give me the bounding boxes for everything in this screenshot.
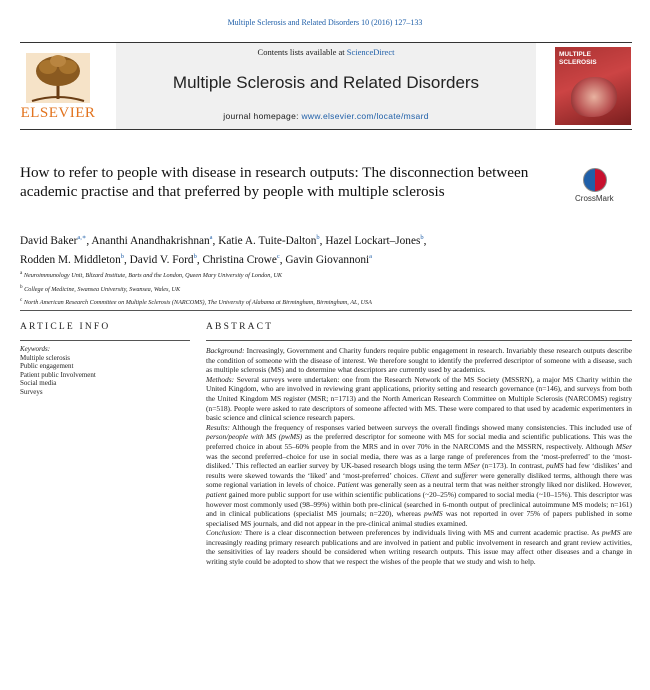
keyword: Patient public Involvement (20, 370, 96, 379)
author[interactable]: Christina Crowe$^c$, (202, 252, 286, 266)
cover-illustration (571, 77, 617, 117)
author-affiliation-marker[interactable]: a (369, 252, 373, 260)
article-info-heading: ARTICLE INFO (20, 322, 111, 332)
author-affiliation-marker[interactable]: c (276, 252, 280, 260)
crossmark-label: CrossMark (575, 194, 614, 203)
cover-title-line-1: MULTIPLE (559, 51, 592, 58)
keyword: Social media (20, 379, 57, 387)
author[interactable]: Gavin Giovannoni$^a$ (285, 252, 373, 266)
elsevier-tree-icon (20, 49, 96, 105)
keyword: Multiple sclerosis (20, 353, 70, 362)
journal-info-panel (116, 43, 536, 129)
keywords-block (20, 345, 190, 396)
author[interactable]: Ananthi Anandhakrishnan$^a$, (91, 234, 219, 247)
journal-title: Multiple Sclerosis and Related Disorders (172, 73, 480, 92)
contents-prefix: Contents lists available at (257, 47, 345, 57)
homepage-line (116, 111, 536, 121)
author-list (20, 230, 620, 268)
journal-cover-image[interactable] (555, 47, 631, 125)
homepage-link[interactable]: www.elsevier.com/locate/msard (301, 111, 429, 121)
keyword: Public engagement (20, 362, 74, 370)
author[interactable]: David V. Ford$^b$, (129, 252, 203, 266)
author-affiliation-marker[interactable]: b (193, 252, 197, 260)
author-affiliation-marker[interactable]: b (316, 234, 320, 241)
abstract-heading: ABSTRACT (206, 322, 274, 332)
abstract-methods: Methods: Several surveys were undertaken: one from the Research Network of the MS Society (MSSRN), a major MS Charity within the United Kingdom, who are involved in reviewing grant applications, priority setting and research governance (n=146), and surveys from both the United Kingdom MS register (MSR; n=1713) and the North American Research Committee on Multiple Sclerosis (NARCOMS) registry (n=518). People were asked to rate descriptors of someone affected with MS. These were compared to that used by academic experimenters in basic science and clinical science research papers. (206, 374, 632, 423)
author[interactable]: Hazel Lockart–Jones$^b$, (325, 234, 427, 247)
homepage-prefix: journal homepage: (223, 111, 299, 121)
author-affiliation-marker[interactable]: b (420, 234, 424, 241)
abstract-divider (206, 340, 632, 341)
author[interactable]: Rodden M. Middleton$^b$, (20, 252, 130, 266)
section-divider (20, 310, 632, 311)
author-affiliation-marker[interactable]: b (120, 252, 124, 260)
journal-header (20, 42, 632, 130)
author-affiliation-marker[interactable]: a,∗ (77, 234, 87, 241)
publisher-name: ELSEVIER (20, 105, 96, 121)
affiliation-list (20, 268, 620, 309)
author-affiliation-marker[interactable]: a (209, 234, 213, 241)
contents-line (116, 47, 536, 57)
keyword: Surveys (20, 387, 43, 396)
journal-reference[interactable]: Multiple Sclerosis and Related Disorders 10 (2016) 127–133 (227, 18, 423, 27)
keywords-label: Keywords: (20, 345, 51, 353)
abstract-conclusion: Conclusion: There is a clear disconnection between preferences by individuals living with MS and current academic practise. As pwMS are increasingly reading primary research publications and are involved in patient and public involvement in research and grant review activities, the sensitivities of lay readers should be considered when writing research outputs. This issue may affect other diseases and a change in writing style could be adopted to show that we respect the wishes of the people that we study and wish to help. (206, 528, 632, 567)
author[interactable]: Katie A. Tuite-Dalton$^b$, (218, 234, 326, 247)
cover-title (559, 51, 597, 66)
affiliation: $^c$ North American Research Committee on Multiple Sclerosis (NARCOMS), The University of Alabama at Birmingham, Birmingham, AL, USA (20, 297, 372, 307)
crossmark-badge[interactable] (575, 168, 635, 203)
cover-title-line-2: SCLEROSIS (559, 58, 597, 66)
affiliation: $^a$ Neuroimmunology Unit, Blizard Institute, Barts and the London, Queen Mary University of London, UK (20, 270, 283, 280)
affiliation: $^b$ College of Medicine, Swansea University, Swansea, Wales, UK (20, 283, 181, 293)
crossmark-icon (583, 168, 607, 192)
elsevier-logo[interactable] (20, 49, 96, 123)
author[interactable]: David Baker$^{a,∗}$, (20, 234, 92, 247)
abstract-results: Results: Although the frequency of responses varied between surveys the overall findings showed many consistencies. This included use of person/people with MS (pwMS) as the preferred descriptor for someone with MS for social media and scientific publications. This was the preferred choice in about 55–60% people from the MRS and in over 70% in the NARCOMS and the MSSRN, respectively. Although MSer was the second preferred–choice for use in social media, there was as a large range of preferences from the ‘most-preferred’ to the ‘most-disliked.’ This reflected an earlier survey by UK-based research blogs using the term MSer (n=173). In contrast, puMS had few ‘dislikes’ and results were skewed towards the ‘liked’ and ‘most-preferred’ choices. Client and sufferer were generally disliked terms, although there was some regional variation in levels of choice. Patient was generally seen as a neutral term that was neither strongly liked nor disliked. However, patient gained more public support for use within scientific publications (~20–25%) compared to social media (~10–15%). This descriptor was however most commonly used (98–99%) within both pre-clinical (searched in 6-month output of preclinical autoimmune MS models; n=161) and in clinical publications (specialist MS journals; n=220), whereas pwMS was not reported in over 75% of papers published in some specialised MS journals, and did not appear in the pre-clinical animal studies examined. (206, 422, 632, 528)
abstract-body (206, 346, 632, 567)
article-info-divider (20, 340, 190, 341)
sciencedirect-link[interactable]: ScienceDirect (346, 47, 395, 57)
article-title: How to refer to people with disease in research outputs: The disconnection between academic practise and that preferred by people with multiple sclerosis (20, 164, 529, 200)
abstract-background: Background: Increasingly, Government and Charity funders require public engagement in research. Invariably these research outputs describe the condition of someone with the disease of interest. We therefore sought to identify the preferred descriptor of someone with a disease, such as multiple sclerosis (MS) and to determine what descriptors are currently used by academics. (206, 346, 632, 375)
